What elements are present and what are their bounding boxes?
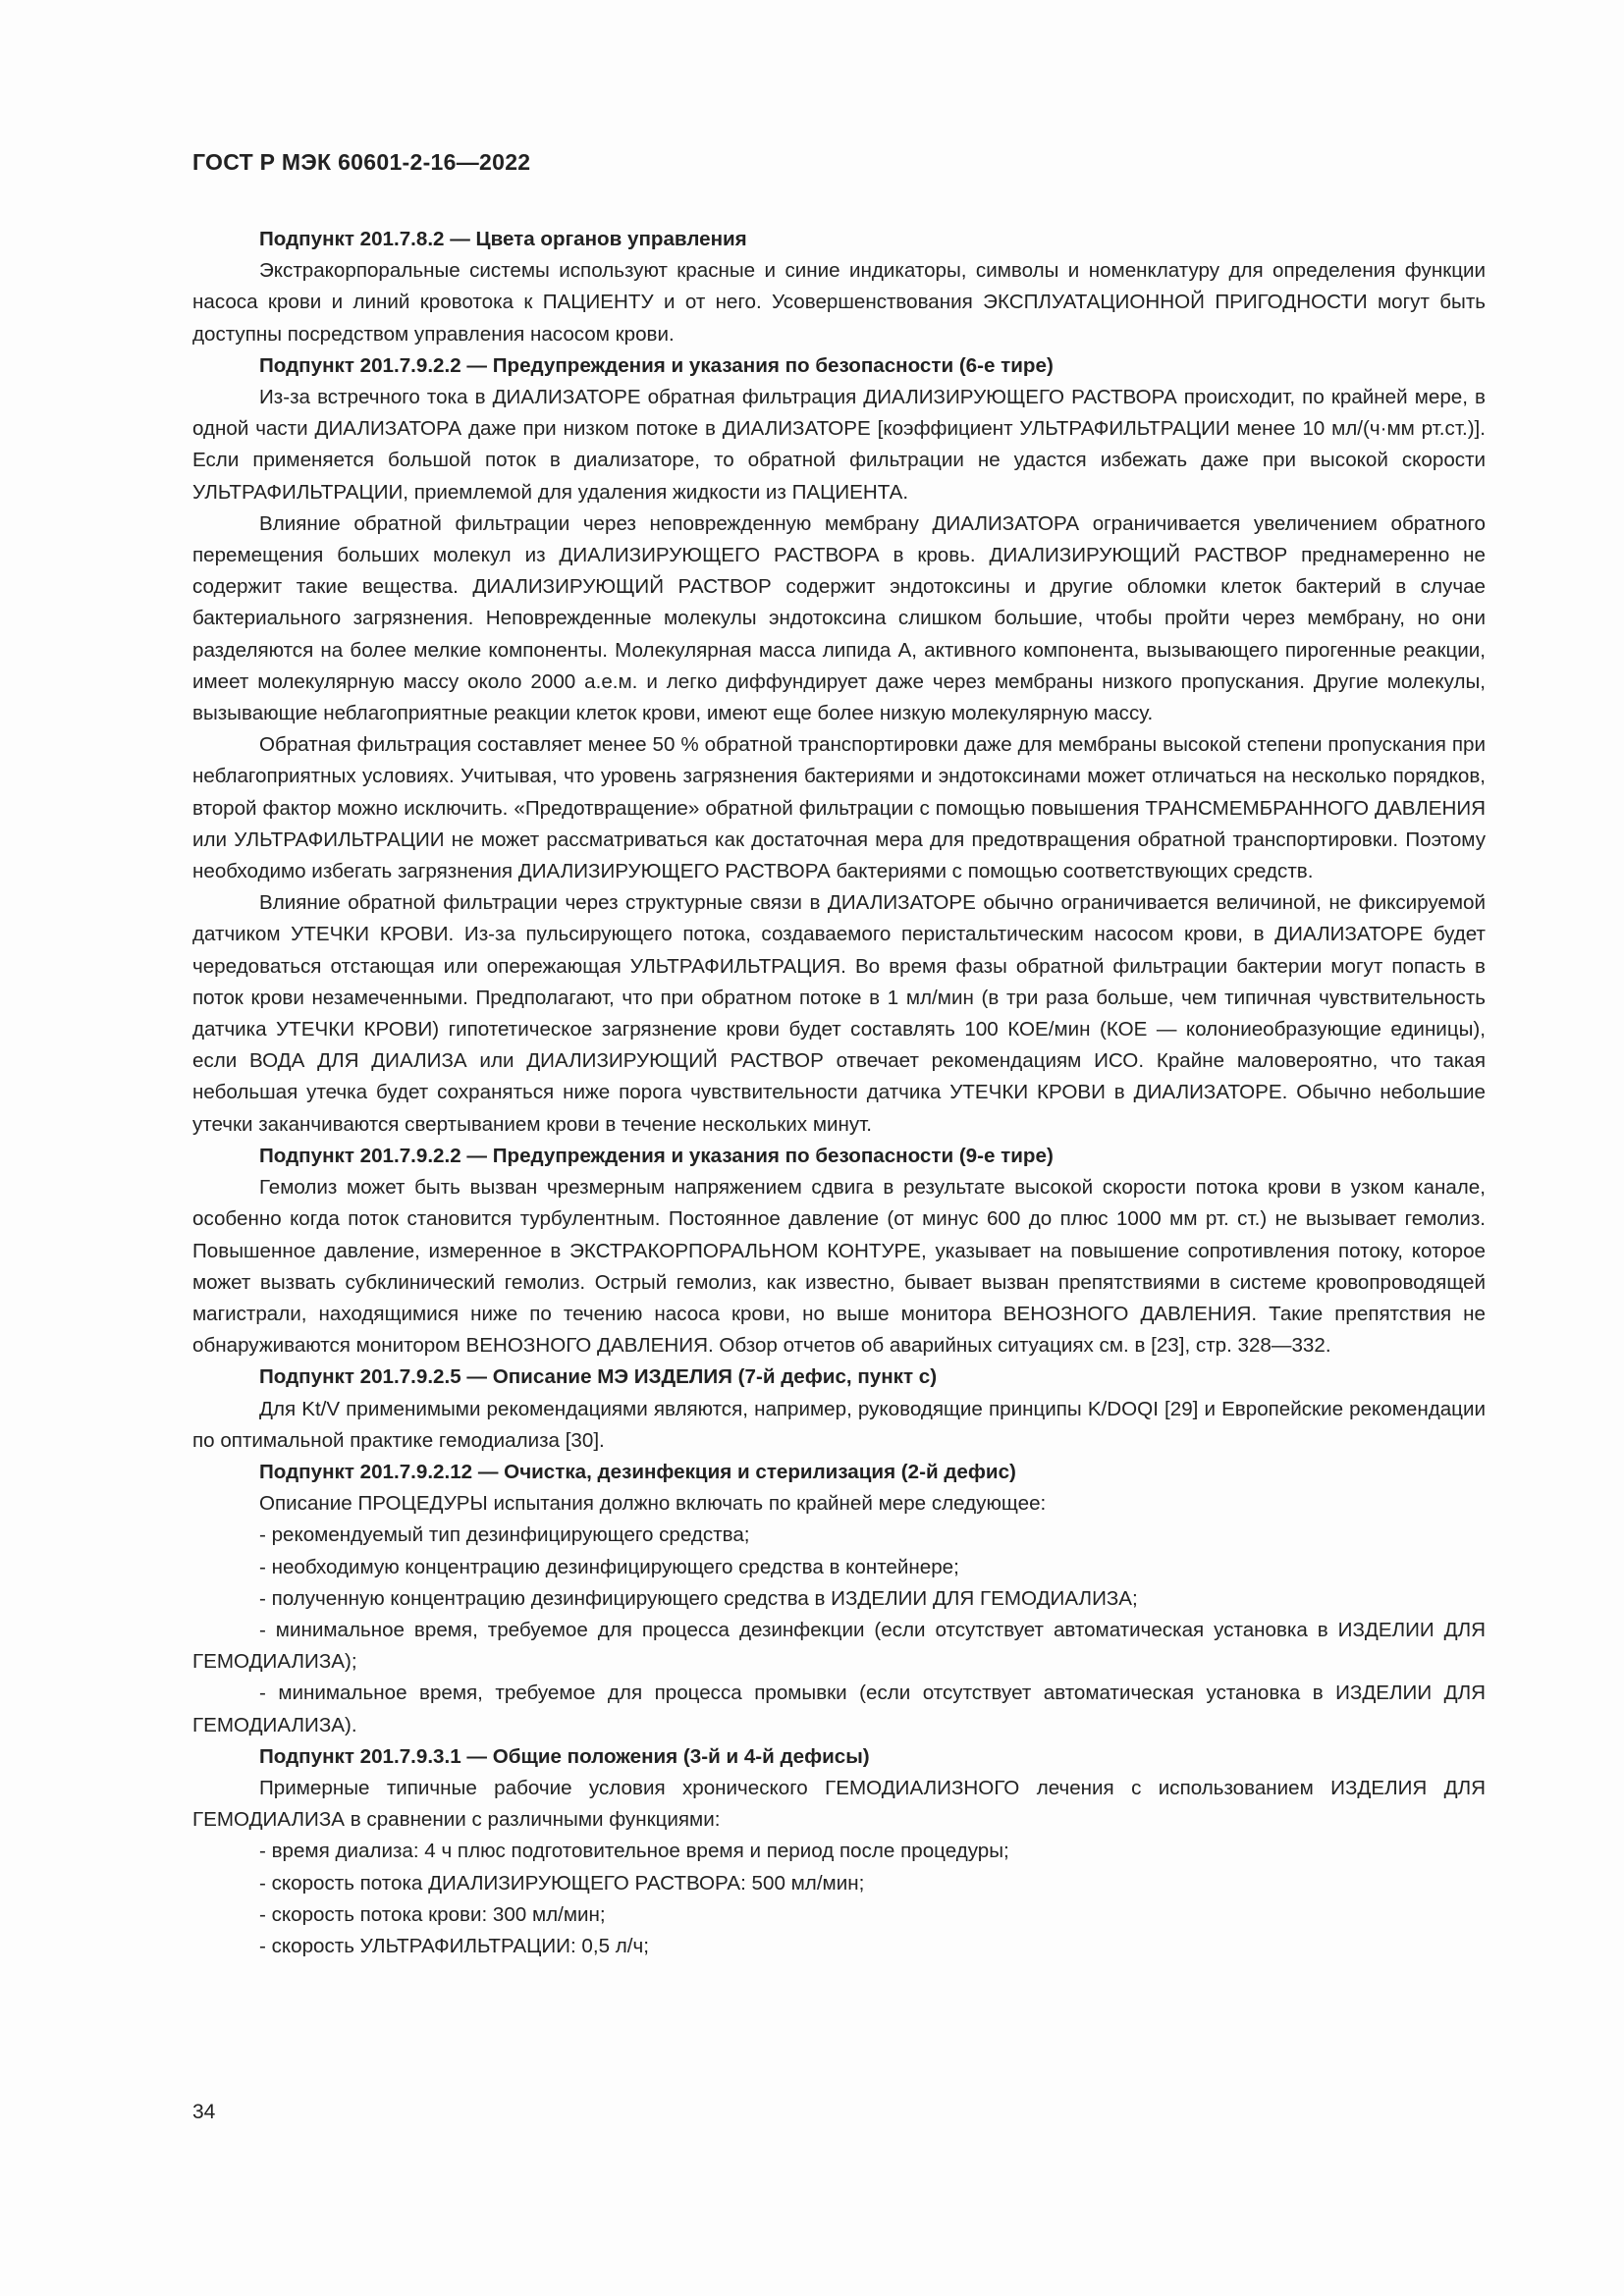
section-heading: Подпункт 201.7.9.2.12 — Очистка, дезинфекция и стерилизация (2-й дефис) [259, 1460, 1016, 1483]
list-item: - полученную концентрацию дезинфицирующего средства в ИЗДЕЛИИ ДЛЯ ГЕМОДИАЛИЗА; [259, 1586, 1138, 1610]
page-number: 34 [192, 2101, 216, 2123]
list-item: - минимальное время, требуемое для процесса дезинфекции (если отсутствует автоматическая установка в ИЗДЕЛИИ ДЛЯ ГЕМОДИАЛИЗА); [192, 1618, 1486, 1674]
section-heading: Подпункт 201.7.9.3.1 — Общие положения (3-й и 4-й дефисы) [259, 1744, 870, 1768]
list-item: - скорость УЛЬТРАФИЛЬТРАЦИИ: 0,5 л/ч; [259, 1934, 649, 1957]
paragraph: Для Kt/V применимыми рекомендациями являются, например, руководящие принципы K/DOQI [29] и Европейские рекомендации по оптимальной практике гемодиализа [30]. [192, 1397, 1486, 1452]
section-heading: Подпункт 201.7.9.2.5 — Описание МЭ ИЗДЕЛИЯ (7-й дефис, пункт с) [259, 1365, 938, 1389]
section-heading: Подпункт 201.7.8.2 — Цвета органов управления [259, 228, 747, 250]
section-heading: Подпункт 201.7.9.2.2 — Предупреждения и указания по безопасности (6-е тире) [259, 353, 1054, 377]
paragraph: Примерные типичные рабочие условия хронического ГЕМОДИАЛИЗНОГО лечения с использованием ИЗДЕЛИЯ ДЛЯ ГЕМОДИАЛИЗА в сравнении с различными функциями: [192, 1776, 1486, 1832]
list-item: - минимальное время, требуемое для процесса промывки (если отсутствует автоматическая установка в ИЗДЕЛИИ ДЛЯ ГЕМОДИАЛИЗА). [192, 1682, 1486, 1736]
list-item: - необходимую концентрацию дезинфицирующего средства в контейнере; [259, 1555, 959, 1578]
paragraph: Экстракорпоральные системы используют красные и синие индикаторы, символы и номенклатуру для определения функции насоса крови и линий кровотока к ПАЦИЕНТУ и от него. Усовершенствования ЭКСПЛУАТАЦИОННОЙ ПРИГОДНОСТИ могут быть доступны посредством управления насосом крови. [192, 259, 1486, 346]
list-item: - рекомендуемый тип дезинфицирующего средства; [259, 1523, 750, 1547]
list-item: - скорость потока крови: 300 мл/мин; [259, 1902, 606, 1926]
paragraph: Из-за встречного тока в ДИАЛИЗАТОРЕ обратная фильтрация ДИАЛИЗИРУЮЩЕГО РАСТВОРА происходит, по крайней мере, в одной части ДИАЛИЗАТОРА даже при низком потоке в ДИАЛИЗАТОРЕ [коэффициент УЛЬТРАФИЛЬТРАЦИИ менее 10 мл/(ч·мм рт.ст.)]. Если применяется большой поток в диализаторе, то обратной фильтрации не удастся избежать даже при высокой скорости УЛЬТРАФИЛЬТРАЦИИ, приемлемой для удаления жидкости из ПАЦИЕНТА. [192, 386, 1486, 504]
paragraph: Влияние обратной фильтрации через структурные связи в ДИАЛИЗАТОРЕ обычно ограничивается величиной, не фиксируемой датчиком УТЕЧКИ КРОВИ. Из-за пульсирующего потока, создаваемого перистальтическим насосом крови, в ДИАЛИЗАТОРЕ будет чередоваться отстающая или опережающая УЛЬТРАФИЛЬТРАЦИЯ. Во время фазы обратной фильтрации бактерии могут попасть в поток крови незамеченными. Предполагают, что при обратном потоке в 1 мл/мин (в три раза больше, чем типичная чувствительность датчика УТЕЧКИ КРОВИ) гипотетическое загрязнение крови будет составлять 100 КОЕ/мин (КОЕ — колониеобразующие единицы), если ВОДА ДЛЯ ДИАЛИЗА или ДИАЛИЗИРУЮЩИЙ РАСТВОР отвечает рекомендациям ИСО. Крайне маловероятно, что такая небольшая утечка будет сохраняться ниже порога чувствительности датчика УТЕЧКИ КРОВИ в ДИАЛИЗАТОРЕ. Обычно небольшие утечки заканчиваются свертыванием крови в течение нескольких минут. [192, 891, 1486, 1136]
document-body [192, 224, 1486, 1962]
paragraph: Влияние обратной фильтрации через неповрежденную мембрану ДИАЛИЗАТОРА ограничивается увеличением обратного перемещения больших молекул из ДИАЛИЗИРУЮЩЕГО РАСТВОРА в кровь. ДИАЛИЗИРУЮЩИЙ РАСТВОР преднамеренно не содержит такие вещества. ДИАЛИЗИРУЮЩИЙ РАСТВОР содержит эндотоксины и другие обломки клеток бактерий в случае бактериального загрязнения. Неповрежденные молекулы эндотоксина слишком большие, чтобы пройти через мембрану, но они разделяются на более мелкие компоненты. Молекулярная масса липида А, активного компонента, вызывающего пирогенные реакции, имеет молекулярную массу около 2000 а.е.м. и легко диффундирует даже через мембраны низкого пропускания. Другие молекулы, вызывающие неблагоприятные реакции клеток крови, имеют еще более низкую молекулярную массу. [192, 511, 1486, 725]
list-item: - скорость потока ДИАЛИЗИРУЮЩЕГО РАСТВОРА: 500 мл/мин; [259, 1871, 865, 1895]
paragraph: Обратная фильтрация составляет менее 50 % обратной транспортировки даже для мембраны высокой степени пропускания при неблагоприятных условиях. Учитывая, что уровень загрязнения бактериями и эндотоксинами может отличаться на несколько порядков, второй фактор можно исключить. «Предотвращение» обратной фильтрации с помощью повышения ТРАНСМЕМБРАННОГО ДАВЛЕНИЯ или УЛЬТРАФИЛЬТРАЦИИ не может рассматриваться как достаточная мера для предотвращения обратной транспортировки. Поэтому необходимо избегать загрязнения ДИАЛИЗИРУЮЩЕГО РАСТВОРА бактериями с помощью соответствующих средств. [192, 733, 1486, 883]
paragraph: Описание ПРОЦЕДУРЫ испытания должно включать по крайней мере следующее: [259, 1492, 1047, 1516]
paragraph: Гемолиз может быть вызван чрезмерным напряжением сдвига в результате высокой скорости потока крови в узком канале, особенно когда поток становится турбулентным. Постоянное давление (от минус 600 до плюс 1000 мм рт. ст.) не вызывает гемолиз. Повышенное давление, измеренное в ЭКСТРАКОРПОРАЛЬНОМ КОНТУРЕ, указывает на повышение сопротивления потоку, которое может вызвать субклинический гемолиз. Острый гемолиз, как известно, бывает вызван препятствиями в системе кровопроводящей магистрали, находящимися ниже по течению насоса крови, но выше монитора ВЕНОЗНОГО ДАВЛЕНИЯ. Такие препятствия не обнаруживаются монитором ВЕНОЗНОГО ДАВЛЕНИЯ. Обзор отчетов об аварийных ситуациях см. в [23], стр. 328—332. [192, 1176, 1486, 1358]
list-item: - время диализа: 4 ч плюс подготовительное время и период после процедуры; [259, 1840, 1009, 1863]
document-header: ГОСТ Р МЭК 60601-2-16—2022 [192, 149, 531, 175]
section-heading: Подпункт 201.7.9.2.2 — Предупреждения и указания по безопасности (9-е тире) [259, 1144, 1054, 1167]
